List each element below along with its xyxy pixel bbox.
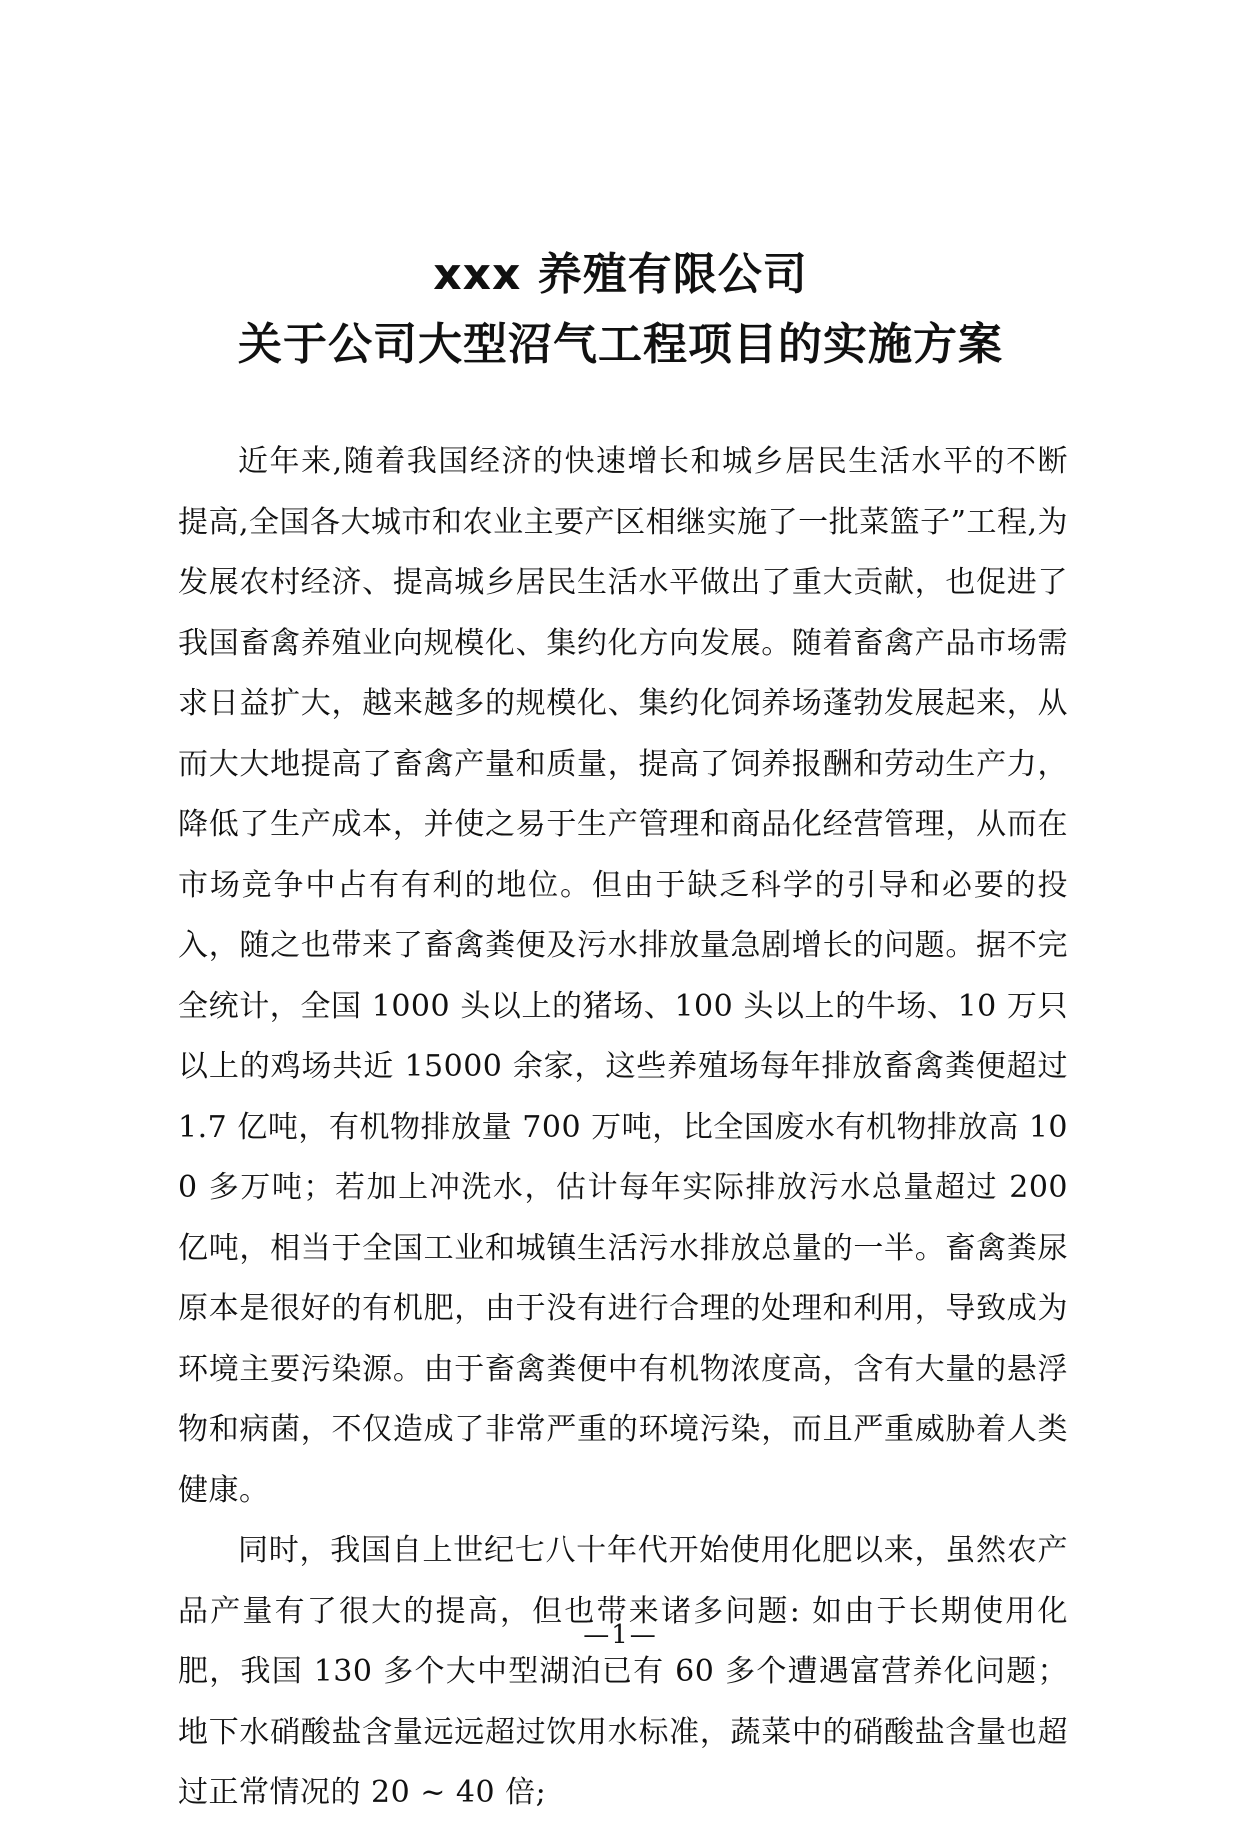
page-number: —1— xyxy=(583,1620,658,1650)
document-title xyxy=(0,240,1241,380)
title-subject: 关于公司大型沼气工程项目的实施方案 xyxy=(238,319,1003,370)
document-body xyxy=(178,432,1068,1824)
paragraph-1: 近年来,随着我国经济的快速增长和城乡居民生活水平的不断提高,全国各大城市和农业主要产区相继实施了一批菜篮子”工程,为发展农村经济、提高城乡居民生活水平做出了重大贡献，也促进了我国畜禽养殖业向规模化、集约化方向发展。随着畜禽产品市场需求日益扩大，越来越多的规模化、集约化饲养场蓬勃发展起来，从而大大地提高了畜禽产量和质量，提高了饲养报酬和劳动生产力，降低了生产成本，并使之易于生产管理和商品化经营管理，从而在市场竞争中占有有利的地位。但由于缺乏科学的引导和必要的投入，随之也带来了畜禽粪便及污水排放量急剧增长的问题。据不完全统计，全国 1000 头以上的猪场、100 头以上的牛场、10 万只以上的鸡场共近 15000 余家，这些养殖场每年排放畜禽粪便超过 1.7 亿吨，有机物排放量 700 万吨，比全国废水有机物排放高 100 多万吨；若加上冲洗水，估计每年实际排放污水总量超过 200 亿吨，相当于全国工业和城镇生活污水排放总量的一半。畜禽粪尿原本是很好的有机肥，由于没有进行合理的处理和利用，导致成为环境主要污染源。由于畜禽粪便中有机物浓度高，含有大量的悬浮物和病菌，不仅造成了非常严重的环境污染，而且严重威胁着人类健康。 xyxy=(178,444,1068,1508)
paragraph-2: 同时，我国自上世纪七八十年代开始使用化肥以来，虽然农产品产量有了很大的提高，但也带来诸多问题: 如由于长期使用化肥，我国 130 多个大中型湖泊已有 60 多个遭遇富营养化问题；地下水硝酸盐含量远远超过饮用水标准，蔬菜中的硝酸盐含量也超过正常情况的 20 ~ 40 倍; xyxy=(178,1533,1068,1810)
title-company: xxx 养殖有限公司 xyxy=(433,249,808,300)
